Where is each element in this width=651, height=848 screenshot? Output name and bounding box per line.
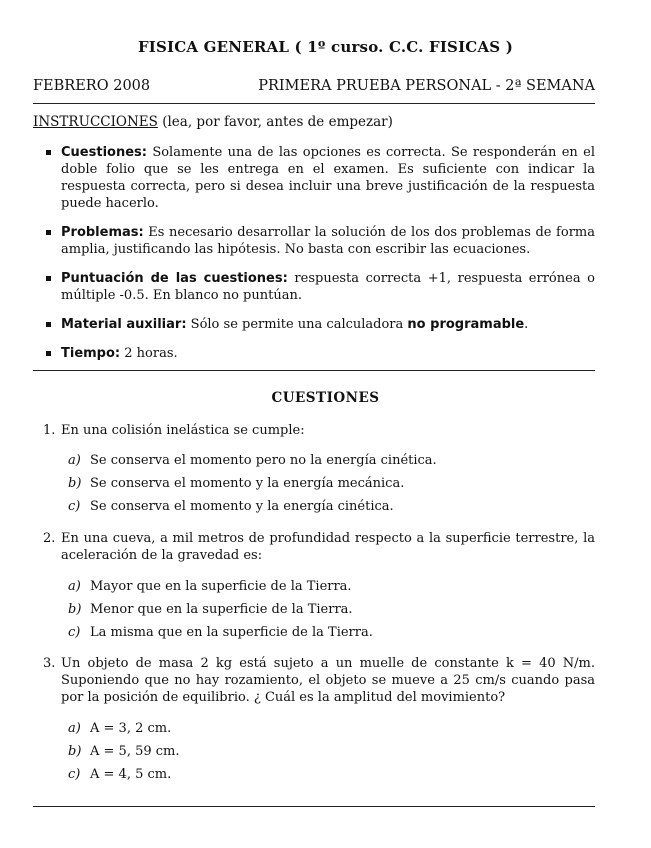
option-2b	[68, 601, 353, 618]
item-key: Puntuación de las cuestiones:	[61, 271, 288, 286]
option-label: c)	[68, 499, 81, 514]
section-divider	[33, 370, 595, 371]
item-text: respuesta correcta +1, respuesta errónea o múltiple -0.5. En blanco no puntúan.	[61, 271, 595, 303]
list-item	[33, 345, 595, 362]
list-item	[33, 316, 595, 333]
question-2	[33, 530, 595, 564]
bullet-icon	[46, 230, 51, 235]
option-label: a)	[68, 721, 81, 736]
option-text: Se conserva el momento y la energía cinética.	[90, 499, 394, 514]
exam-date: FEBRERO 2008	[33, 78, 151, 94]
option-text: Mayor que en la superficie de la Tierra.	[90, 579, 352, 594]
option-label: a)	[68, 453, 81, 468]
option-label: b)	[68, 602, 82, 617]
option-label: b)	[68, 476, 82, 491]
footer-divider	[33, 806, 595, 807]
instructions-label: INSTRUCCIONES	[33, 114, 158, 130]
option-text: Menor que en la superficie de la Tierra.	[90, 602, 353, 617]
option-1a	[68, 452, 437, 469]
item-text: Es necesario desarrollar la solución de los dos problemas de forma amplia, justificando las hipótesis. No basta con escribir las ecuaciones.	[61, 225, 595, 257]
question-text: En una colisión inelástica se cumple:	[61, 423, 305, 438]
option-1c	[68, 498, 394, 515]
option-3a	[68, 720, 171, 737]
option-3c	[68, 766, 171, 783]
bullet-icon	[46, 276, 51, 281]
instructions-list	[33, 144, 595, 374]
option-2c	[68, 624, 373, 641]
question-number: 2.	[43, 531, 56, 546]
question-text: En una cueva, a mil metros de profundidad respecto a la superficie terrestre, la aceleración de la gravedad es:	[61, 531, 595, 563]
option-text: Se conserva el momento pero no la energía cinética.	[90, 453, 437, 468]
option-label: c)	[68, 767, 81, 782]
item-end: .	[524, 317, 529, 332]
option-text: A = 4, 5 cm.	[90, 767, 172, 782]
item-key: Material auxiliar:	[61, 317, 187, 332]
page-title: FISICA GENERAL ( 1º curso. C.C. FISICAS )	[137, 38, 514, 56]
question-text: Un objeto de masa 2 kg está sujeto a un muelle de constante k = 40 N/m. Suponiendo que no hay rozamiento, el objeto se mueve a 25 cm/s cuando pasa por la posición de equilibrio. ¿ Cuál es la amplitud del movimiento?	[61, 656, 595, 705]
option-label: b)	[68, 744, 82, 759]
question-3	[33, 655, 595, 706]
item-text: 2 horas.	[124, 346, 178, 361]
item-key: Cuestiones:	[61, 145, 147, 160]
option-text: A = 3, 2 cm.	[90, 721, 172, 736]
item-emphasis: no programable	[407, 317, 525, 332]
section-title: CUESTIONES	[271, 390, 380, 406]
instructions-note: (lea, por favor, antes de empezar)	[162, 114, 393, 130]
instructions-heading	[33, 114, 393, 130]
option-label: c)	[68, 625, 81, 640]
list-item	[33, 270, 595, 304]
option-text: A = 5, 59 cm.	[90, 744, 180, 759]
bullet-icon	[46, 351, 51, 356]
bullet-icon	[46, 322, 51, 327]
bullet-icon	[46, 150, 51, 155]
item-key: Problemas:	[61, 225, 144, 240]
exam-name: PRIMERA PRUEBA PERSONAL - 2ª SEMANA	[258, 78, 595, 94]
list-item	[33, 144, 595, 212]
option-2a	[68, 578, 352, 595]
question-number: 3.	[43, 656, 56, 671]
question-number: 1.	[43, 423, 56, 438]
list-item	[33, 224, 595, 258]
item-key: Tiempo:	[61, 346, 121, 361]
item-text: Solamente una de las opciones es correcta. Se responderán en el doble folio que se les entrega en el examen. Es suficiente con indicar la respuesta correcta, pero si desea incluir una breve justificación de la respuesta puede hacerlo.	[61, 145, 595, 211]
exam-subheader	[33, 78, 595, 94]
option-1b	[68, 475, 404, 492]
item-text: Sólo se permite una calculadora	[190, 317, 404, 332]
option-text: Se conserva el momento y la energía mecánica.	[90, 476, 405, 491]
question-1	[33, 422, 595, 439]
header-divider	[33, 103, 595, 104]
option-text: La misma que en la superficie de la Tierra.	[90, 625, 373, 640]
option-3b	[68, 743, 180, 760]
option-label: a)	[68, 579, 81, 594]
